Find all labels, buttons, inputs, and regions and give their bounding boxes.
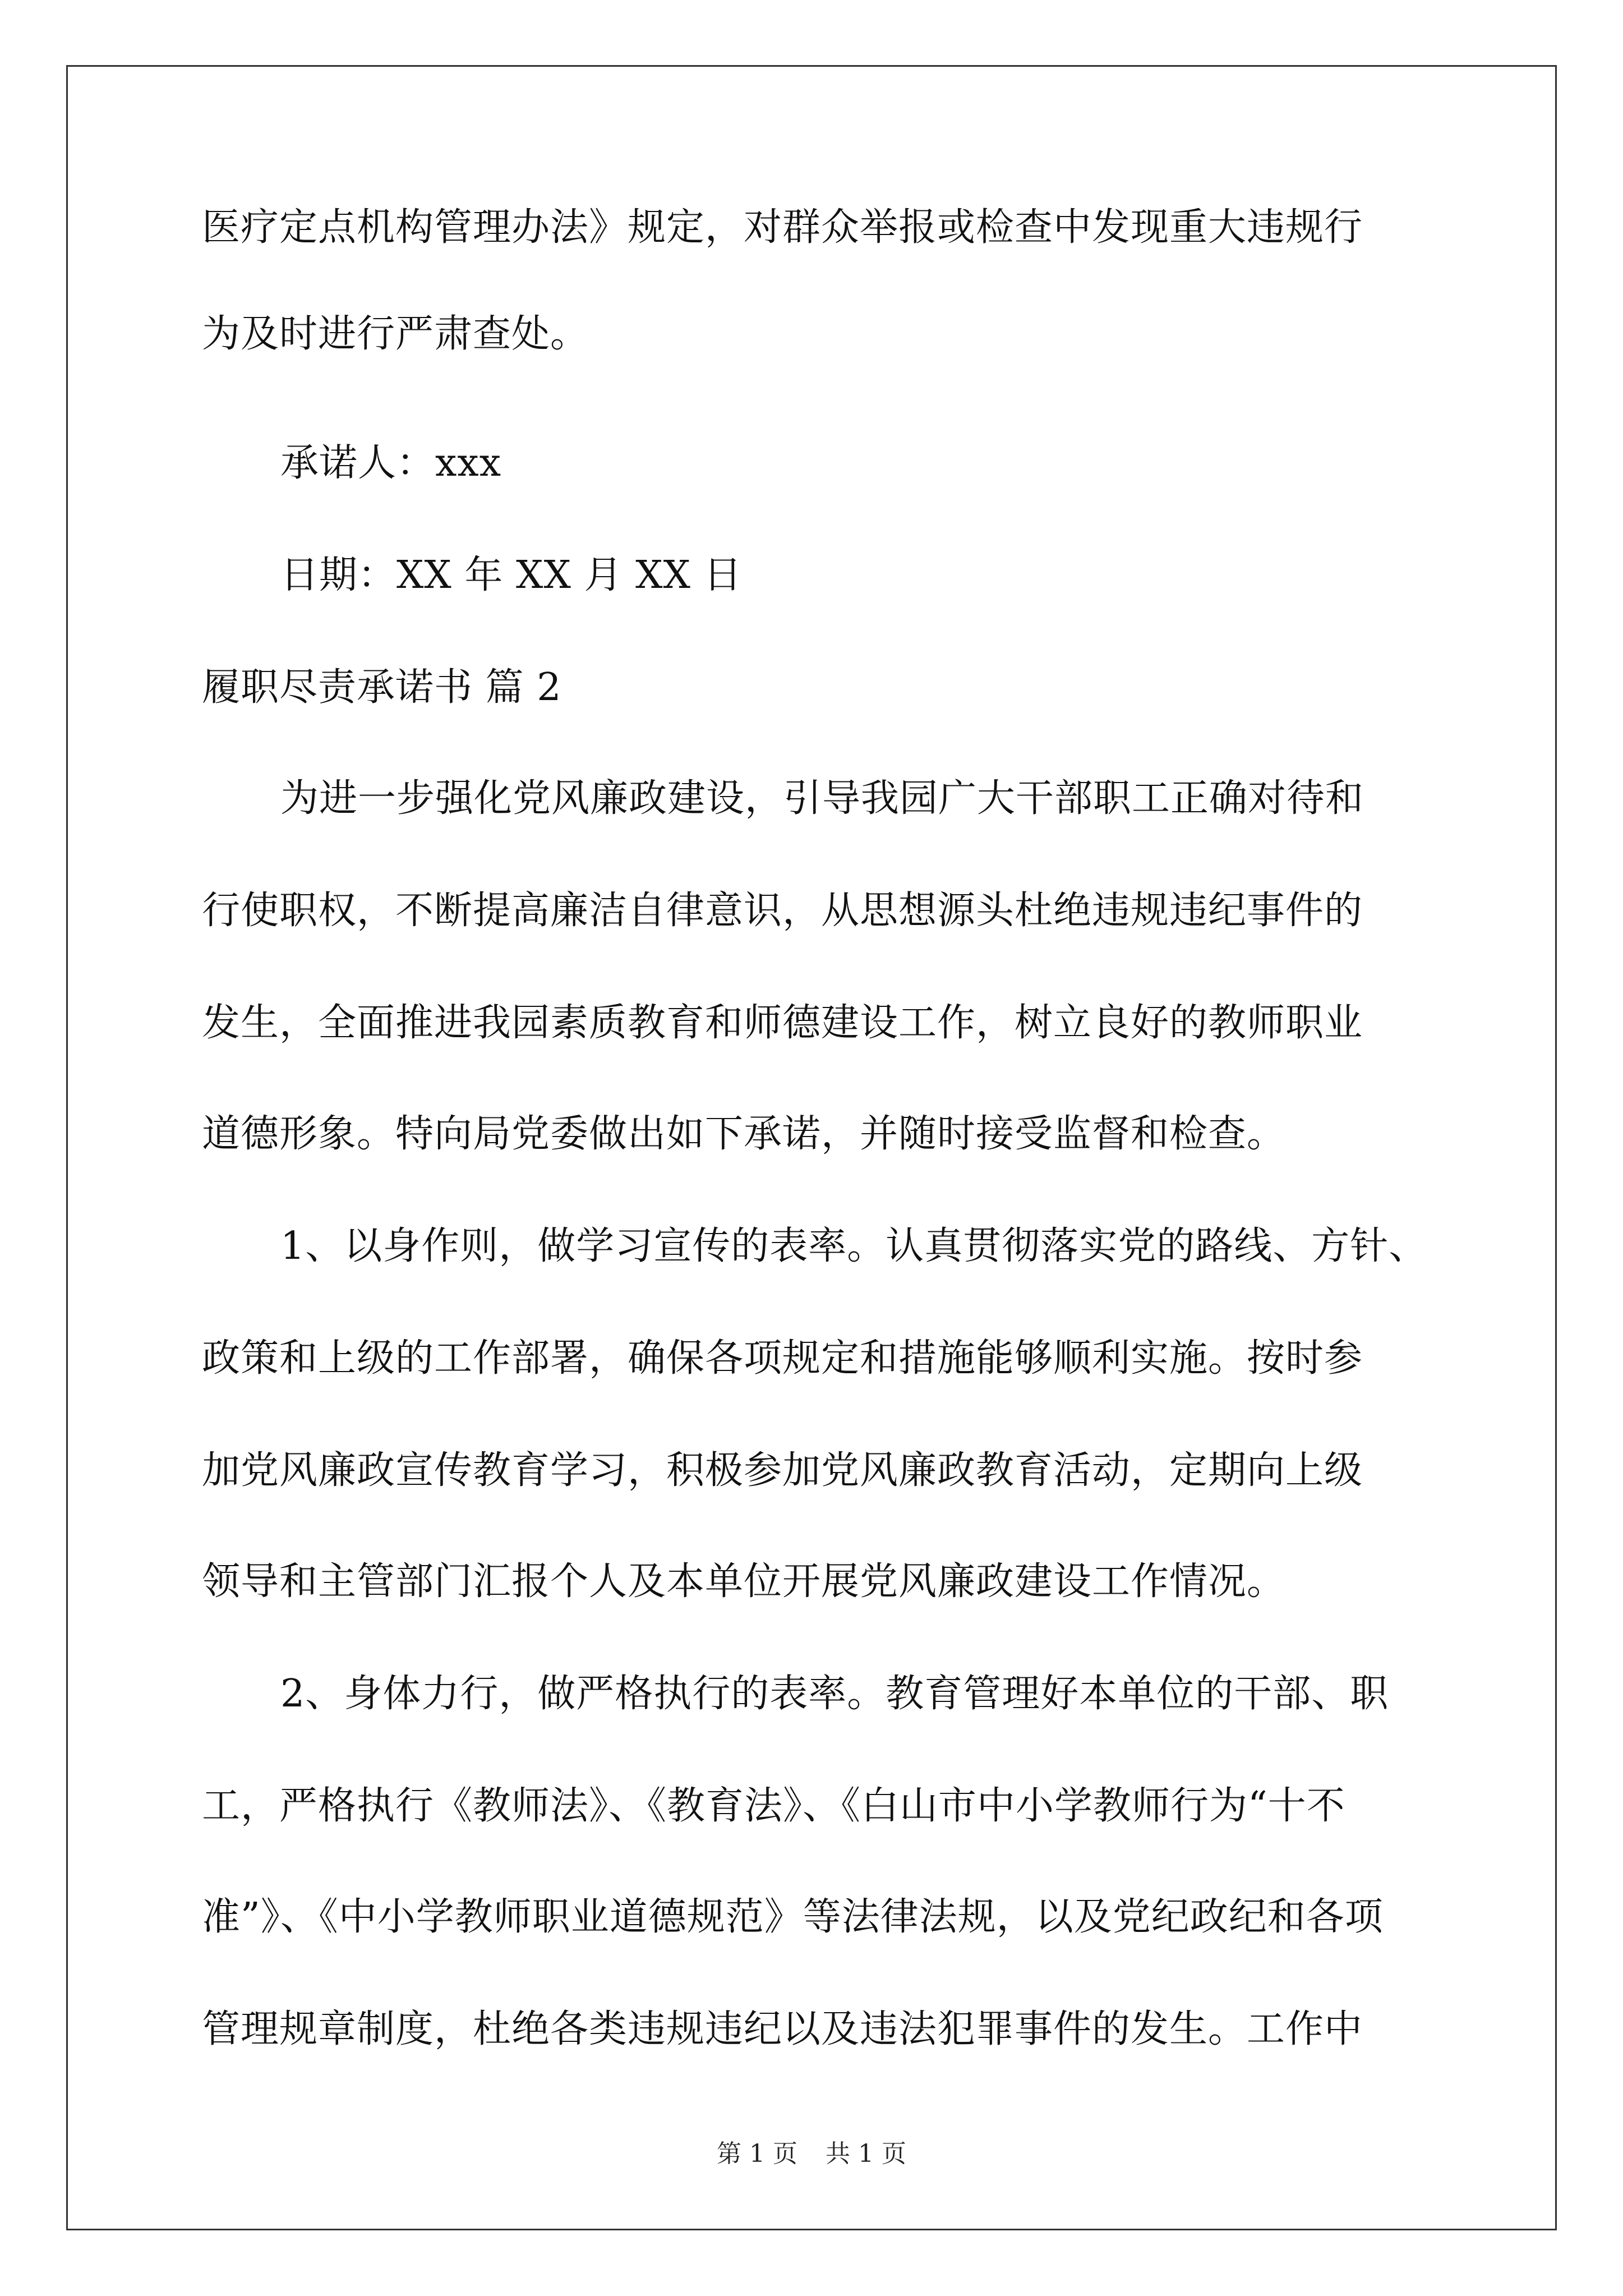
body-line: 管理规章制度，杜绝各类违规违纪以及违法犯罪事件的发生。工作中	[202, 2007, 1363, 2051]
body-line: 为及时进行严肃查处。	[202, 312, 589, 356]
page-footer	[0, 2138, 1623, 2170]
body-line: 加党风廉政宣传教育学习，积极参加党风廉政教育活动，定期向上级	[202, 1448, 1363, 1493]
body-line: 1、以身作则，做学习宣传的表率。认真贯彻落实党的路线、方针、	[280, 1224, 1428, 1268]
body-line: 医疗定点机构管理办法》规定，对群众举报或检查中发现重大违规行	[202, 205, 1363, 250]
page-total: 共 1 页	[826, 2139, 906, 2168]
body-line: 道德形象。特向局党委做出如下承诺，并随时接受监督和检查。	[202, 1112, 1286, 1156]
body-line: 领导和主管部门汇报个人及本单位开展党风廉政建设工作情况。	[202, 1559, 1286, 1604]
body-line: 政策和上级的工作部署，确保各项规定和措施能够顺利实施。按时参	[202, 1336, 1363, 1381]
page-number: 第 1 页	[717, 2139, 797, 2168]
signer-line: 承诺人：xxx	[280, 441, 502, 485]
body-line: 准”》、《中小学教师职业道德规范》等法律法规，以及党纪政纪和各项	[202, 1895, 1384, 1939]
section-heading: 履职尽责承诺书 篇 2	[202, 665, 562, 710]
body-line: 为进一步强化党风廉政建设，引导我园广大干部职工正确对待和	[280, 776, 1364, 821]
body-line: 发生，全面推进我园素质教育和师德建设工作，树立良好的教师职业	[202, 1001, 1363, 1045]
date-line: 日期：XX 年 XX 月 XX 日	[280, 553, 743, 597]
body-line: 2、身体力行，做严格执行的表率。教育管理好本单位的干部、职	[280, 1672, 1389, 1716]
body-line: 工，严格执行《教师法》、《教育法》、《白山市中小学教师行为“十不	[202, 1784, 1345, 1828]
body-line: 行使职权，不断提高廉洁自律意识，从思想源头杜绝违规违纪事件的	[202, 889, 1363, 933]
